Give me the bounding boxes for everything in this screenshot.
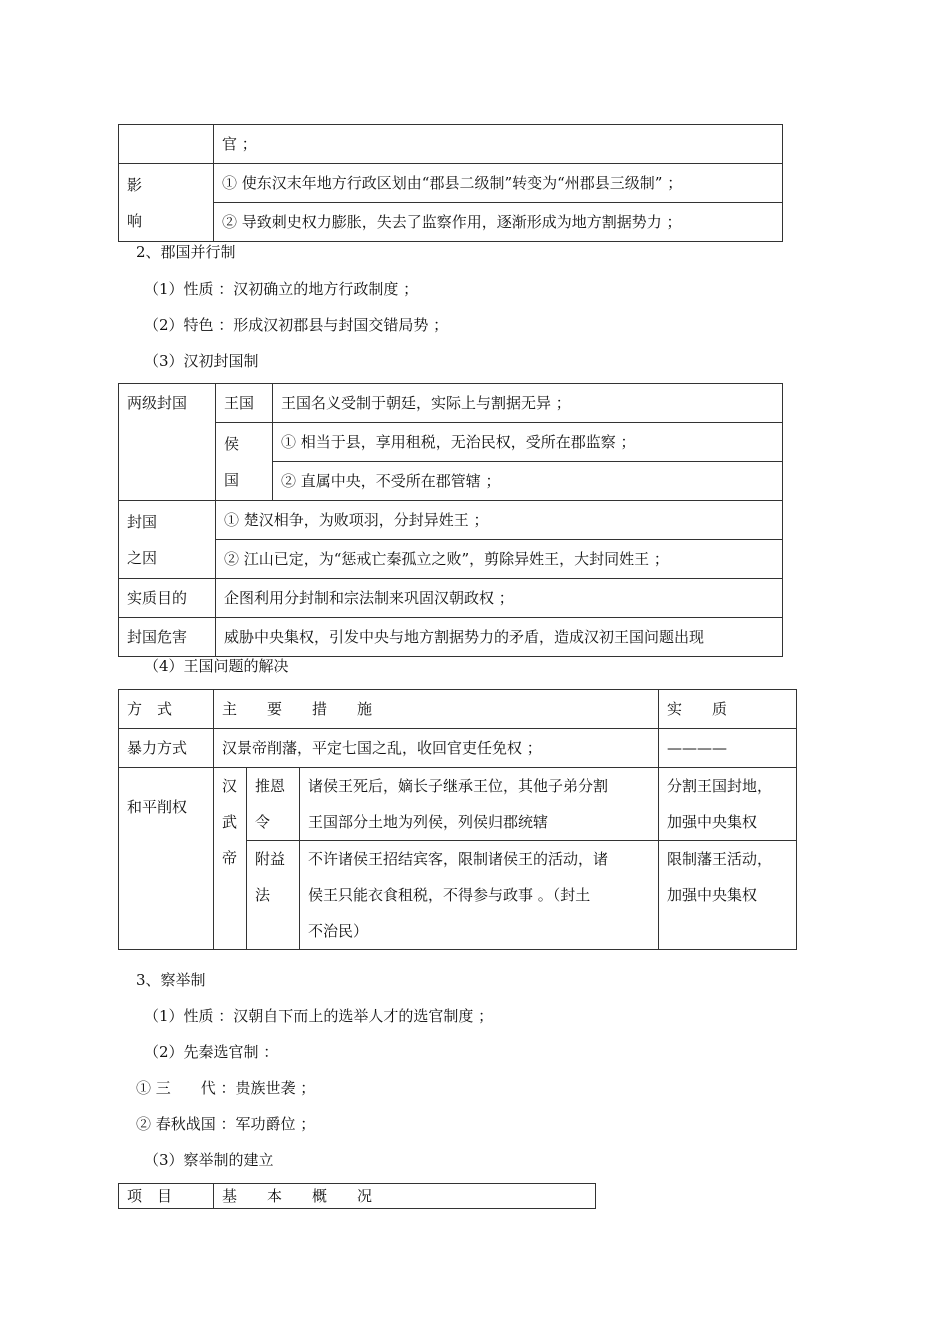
paragraph: （1）性质 ：汉初确立的地方行政制度 ； bbox=[144, 280, 419, 298]
table-cell bbox=[659, 841, 797, 950]
text-line: 王国部分土地为列侯，列侯归郡统辖 bbox=[308, 813, 549, 831]
table-cell bbox=[659, 768, 797, 841]
table-cell bbox=[247, 841, 300, 950]
table-header: 基 本 概 况 bbox=[214, 1184, 596, 1209]
table-cell: ① 楚汉相争，为败项羽，分封异姓王 ； bbox=[216, 501, 783, 540]
table-fiefdom bbox=[118, 383, 783, 657]
emperor-char: 帝 bbox=[222, 849, 238, 867]
table-cell: 王国 bbox=[216, 384, 273, 423]
houguo-label-a: 侯 bbox=[224, 434, 240, 453]
sub-heading: （4）王国问题的解决 bbox=[144, 657, 289, 675]
table-cell: 企图利用分封制和宗法制来巩固汉朝政权 ； bbox=[216, 579, 783, 618]
emperor-char: 汉 bbox=[222, 777, 238, 795]
table-cell bbox=[214, 768, 247, 950]
table-cell: ② 导致刺史权力膨胀，失去了监察作用，逐渐形成为地方割据势力 ； bbox=[214, 203, 783, 242]
paragraph: （2）先秦选官制 ： bbox=[144, 1043, 279, 1061]
table-cell: 汉景帝削藩，平定七国之乱，收回官吏任免权 ； bbox=[214, 729, 659, 768]
section-heading: 2、郡国并行制 bbox=[136, 243, 236, 261]
table-cell bbox=[300, 768, 659, 841]
emperor-char: 武 bbox=[222, 813, 238, 831]
text-line: 不许诸侯王招结宾客，限制诸侯王的活动，诸 bbox=[308, 850, 609, 868]
table-cell: ———— bbox=[659, 729, 797, 768]
text-line: 诸侯王死后，嫡长子继承王位，其他子弟分割 bbox=[308, 777, 609, 795]
tuien-label-b: 令 bbox=[255, 813, 271, 831]
table-cell: 实质目的 bbox=[119, 579, 216, 618]
text-line: 限制藩王活动， bbox=[667, 850, 773, 868]
table-cell bbox=[300, 841, 659, 950]
table-header: 方 式 bbox=[119, 690, 214, 729]
tuien-label-a: 推恩 bbox=[255, 777, 286, 795]
cause-label-a: 封国 bbox=[127, 512, 158, 531]
text-line: 分割王国封地， bbox=[667, 777, 773, 795]
table-header: 项 目 bbox=[119, 1184, 214, 1209]
text-line: 加强中央集权 bbox=[667, 813, 758, 831]
text-line: 不治民） bbox=[308, 922, 369, 940]
table-cell bbox=[119, 501, 216, 579]
table-establish bbox=[118, 1183, 596, 1209]
table-cell: 威胁中央集权，引发中央与地方割据势力的矛盾，造成汉初王国问题出现 bbox=[216, 618, 783, 657]
table-cell bbox=[119, 768, 214, 950]
impact-label bbox=[119, 164, 214, 242]
table-cell: ② 直属中央，不受所在郡管辖 ； bbox=[273, 462, 783, 501]
table-cell: ① 相当于县，享用租税，无治民权，受所在郡监察 ； bbox=[273, 423, 783, 462]
fuyi-label-b: 法 bbox=[255, 886, 271, 904]
fuyi-label-a: 附益 bbox=[255, 850, 286, 868]
table-header: 主 要 措 施 bbox=[214, 690, 659, 729]
table-cell: 暴力方式 bbox=[119, 729, 214, 768]
peace-label: 和平削权 bbox=[127, 798, 188, 816]
list-item: ① 三 代 ：贵族世袭 ； bbox=[136, 1079, 316, 1097]
impact-label-a: 影 bbox=[127, 175, 143, 194]
impact-label-b: 响 bbox=[127, 211, 143, 230]
text-line: 侯王只能衣食租税，不得参与政事 。（封土 bbox=[308, 886, 591, 904]
sub-heading: （3）汉初封国制 bbox=[144, 352, 259, 370]
table-cell: ② 江山已定，为“惩戒亡秦孤立之败”，剪除异姓王，大封同姓王 ； bbox=[216, 540, 783, 579]
table-cell: 官 ； bbox=[214, 125, 783, 164]
table-cell: ① 使东汉末年地方行政区划由“郡县二级制”转变为“州郡县三级制” ； bbox=[214, 164, 783, 203]
section-heading: 3、察举制 bbox=[136, 971, 206, 989]
paragraph: （1）性质 ：汉朝自下而上的选举人才的选官制度 ； bbox=[144, 1007, 494, 1025]
text-line: 加强中央集权 bbox=[667, 886, 758, 904]
cause-label-b: 之因 bbox=[127, 548, 158, 567]
paragraph: （2）特色 ：形成汉初郡县与封国交错局势 ； bbox=[144, 316, 449, 334]
table-cell: 王国名义受制于朝廷，实际上与割据无异 ； bbox=[273, 384, 783, 423]
table-solution bbox=[118, 689, 797, 950]
table-cell bbox=[119, 125, 214, 164]
table-header: 实 质 bbox=[659, 690, 797, 729]
list-item: ② 春秋战国 ：军功爵位 ； bbox=[136, 1115, 316, 1133]
table-cell: 封国危害 bbox=[119, 618, 216, 657]
table-cell bbox=[247, 768, 300, 841]
table-cell: 两级封国 bbox=[119, 384, 216, 501]
table-cell bbox=[216, 423, 273, 501]
table-impact bbox=[118, 124, 783, 242]
sub-heading: （3）察举制的建立 bbox=[144, 1151, 274, 1169]
houguo-label-b: 国 bbox=[224, 470, 240, 489]
